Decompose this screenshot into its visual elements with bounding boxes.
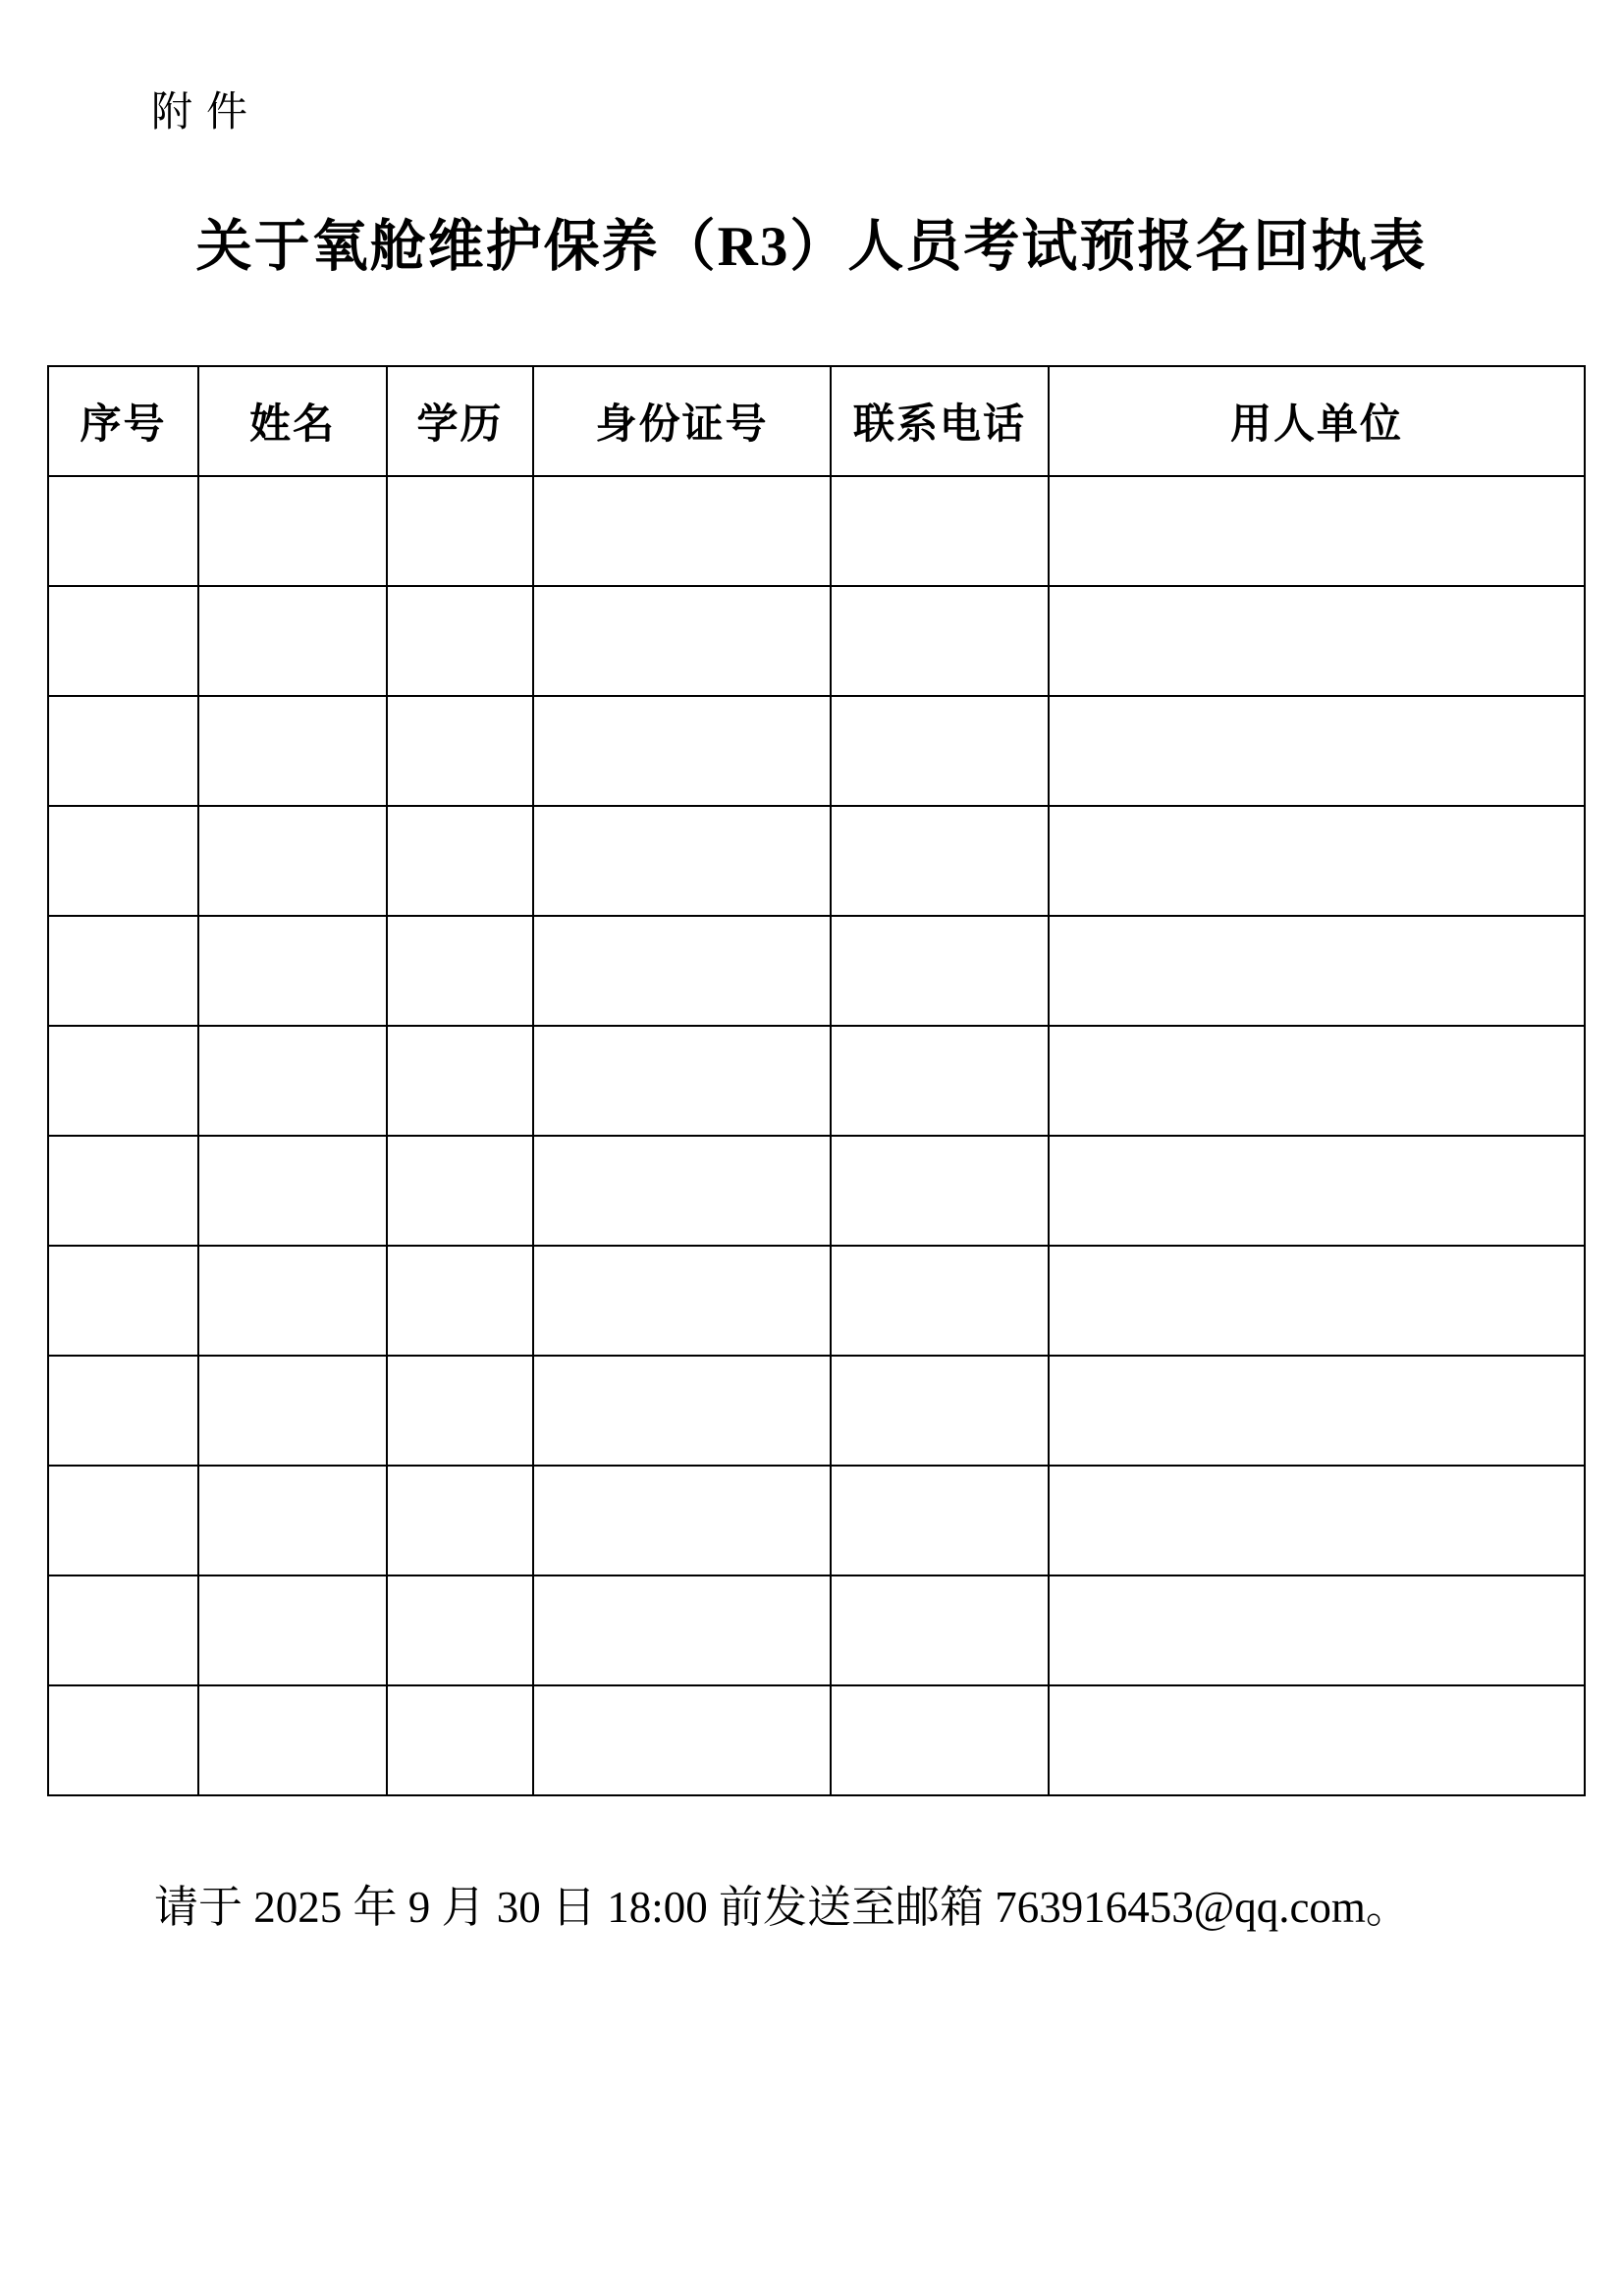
header-cell-name: 姓名 bbox=[198, 366, 387, 476]
table-cell-empty bbox=[533, 1246, 831, 1356]
table-cell-empty bbox=[1049, 1466, 1585, 1575]
table-row bbox=[48, 806, 1585, 916]
table-row bbox=[48, 1026, 1585, 1136]
table-cell-empty bbox=[48, 916, 198, 1026]
table-cell-empty bbox=[533, 696, 831, 806]
table-cell-empty bbox=[831, 1136, 1049, 1246]
table-cell-empty bbox=[533, 1685, 831, 1795]
table-cell-empty bbox=[48, 586, 198, 696]
table-cell-empty bbox=[1049, 806, 1585, 916]
table-row bbox=[48, 1246, 1585, 1356]
table-cell-empty bbox=[831, 1575, 1049, 1685]
table-row bbox=[48, 1685, 1585, 1795]
table-row bbox=[48, 696, 1585, 806]
table-cell-empty bbox=[387, 696, 533, 806]
table-cell-empty bbox=[387, 916, 533, 1026]
table-row bbox=[48, 1575, 1585, 1685]
header-cell-education: 学历 bbox=[387, 366, 533, 476]
table-cell-empty bbox=[48, 1685, 198, 1795]
table-cell-empty bbox=[533, 1136, 831, 1246]
table-cell-empty bbox=[387, 1356, 533, 1466]
table-cell-empty bbox=[387, 476, 533, 586]
table-cell-empty bbox=[831, 1466, 1049, 1575]
table-cell-empty bbox=[198, 1685, 387, 1795]
table-cell-empty bbox=[533, 476, 831, 586]
table-row bbox=[48, 476, 1585, 586]
table-cell-empty bbox=[533, 1356, 831, 1466]
table-cell-empty bbox=[387, 1246, 533, 1356]
header-cell-employer: 用人单位 bbox=[1049, 366, 1585, 476]
header-cell-id-number: 身份证号 bbox=[533, 366, 831, 476]
table-cell-empty bbox=[198, 1466, 387, 1575]
table-cell-empty bbox=[533, 1575, 831, 1685]
table-body bbox=[48, 476, 1585, 1795]
table-cell-empty bbox=[198, 1246, 387, 1356]
header-cell-serial-number: 序号 bbox=[48, 366, 198, 476]
table-cell-empty bbox=[198, 696, 387, 806]
table-cell-empty bbox=[48, 1246, 198, 1356]
table-cell-empty bbox=[831, 806, 1049, 916]
table-cell-empty bbox=[831, 1246, 1049, 1356]
table-cell-empty bbox=[533, 806, 831, 916]
table-cell-empty bbox=[1049, 476, 1585, 586]
table-cell-empty bbox=[1049, 1685, 1585, 1795]
table-cell-empty bbox=[198, 916, 387, 1026]
header-cell-phone: 联系电话 bbox=[831, 366, 1049, 476]
table-row bbox=[48, 586, 1585, 696]
table-cell-empty bbox=[1049, 586, 1585, 696]
table-cell-empty bbox=[831, 476, 1049, 586]
table-cell-empty bbox=[198, 476, 387, 586]
table-cell-empty bbox=[831, 916, 1049, 1026]
table-cell-empty bbox=[48, 1575, 198, 1685]
table-cell-empty bbox=[387, 1685, 533, 1795]
table-cell-empty bbox=[533, 1026, 831, 1136]
table-cell-empty bbox=[533, 1466, 831, 1575]
table-cell-empty bbox=[198, 806, 387, 916]
table-cell-empty bbox=[1049, 1136, 1585, 1246]
table-cell-empty bbox=[1049, 1026, 1585, 1136]
table-cell-empty bbox=[387, 1136, 533, 1246]
table-cell-empty bbox=[831, 1685, 1049, 1795]
table-cell-empty bbox=[48, 806, 198, 916]
table-cell-empty bbox=[831, 586, 1049, 696]
table-cell-empty bbox=[387, 586, 533, 696]
table-cell-empty bbox=[1049, 1575, 1585, 1685]
table-cell-empty bbox=[48, 476, 198, 586]
table-cell-empty bbox=[198, 1136, 387, 1246]
footer-note: 请于 2025 年 9 月 30 日 18:00 前发送至邮箱 763916453@qq.com。 bbox=[154, 1883, 1410, 1932]
table-cell-empty bbox=[1049, 696, 1585, 806]
table-cell-empty bbox=[831, 696, 1049, 806]
table-row bbox=[48, 916, 1585, 1026]
table-cell-empty bbox=[533, 586, 831, 696]
table-cell-empty bbox=[387, 806, 533, 916]
table-cell-empty bbox=[387, 1026, 533, 1136]
table-cell-empty bbox=[387, 1466, 533, 1575]
table-cell-empty bbox=[198, 1356, 387, 1466]
attachment-label: 附件 bbox=[151, 90, 262, 135]
table-cell-empty bbox=[198, 1026, 387, 1136]
table-cell-empty bbox=[831, 1026, 1049, 1136]
table-cell-empty bbox=[1049, 1246, 1585, 1356]
table-cell-empty bbox=[1049, 1356, 1585, 1466]
table-cell-empty bbox=[48, 1026, 198, 1136]
table-cell-empty bbox=[48, 1356, 198, 1466]
table-cell-empty bbox=[198, 586, 387, 696]
page-title: 关于氧舱维护保养（R3）人员考试预报名回执表 bbox=[195, 216, 1428, 278]
table-row bbox=[48, 1466, 1585, 1575]
registration-table bbox=[47, 365, 1586, 1796]
table-cell-empty bbox=[48, 1466, 198, 1575]
table-cell-empty bbox=[48, 696, 198, 806]
table-cell-empty bbox=[533, 916, 831, 1026]
table-cell-empty bbox=[831, 1356, 1049, 1466]
table-cell-empty bbox=[1049, 916, 1585, 1026]
table-row bbox=[48, 1136, 1585, 1246]
table-header-row bbox=[48, 366, 1585, 476]
table-row bbox=[48, 1356, 1585, 1466]
table-cell-empty bbox=[387, 1575, 533, 1685]
table-cell-empty bbox=[198, 1575, 387, 1685]
table-cell-empty bbox=[48, 1136, 198, 1246]
